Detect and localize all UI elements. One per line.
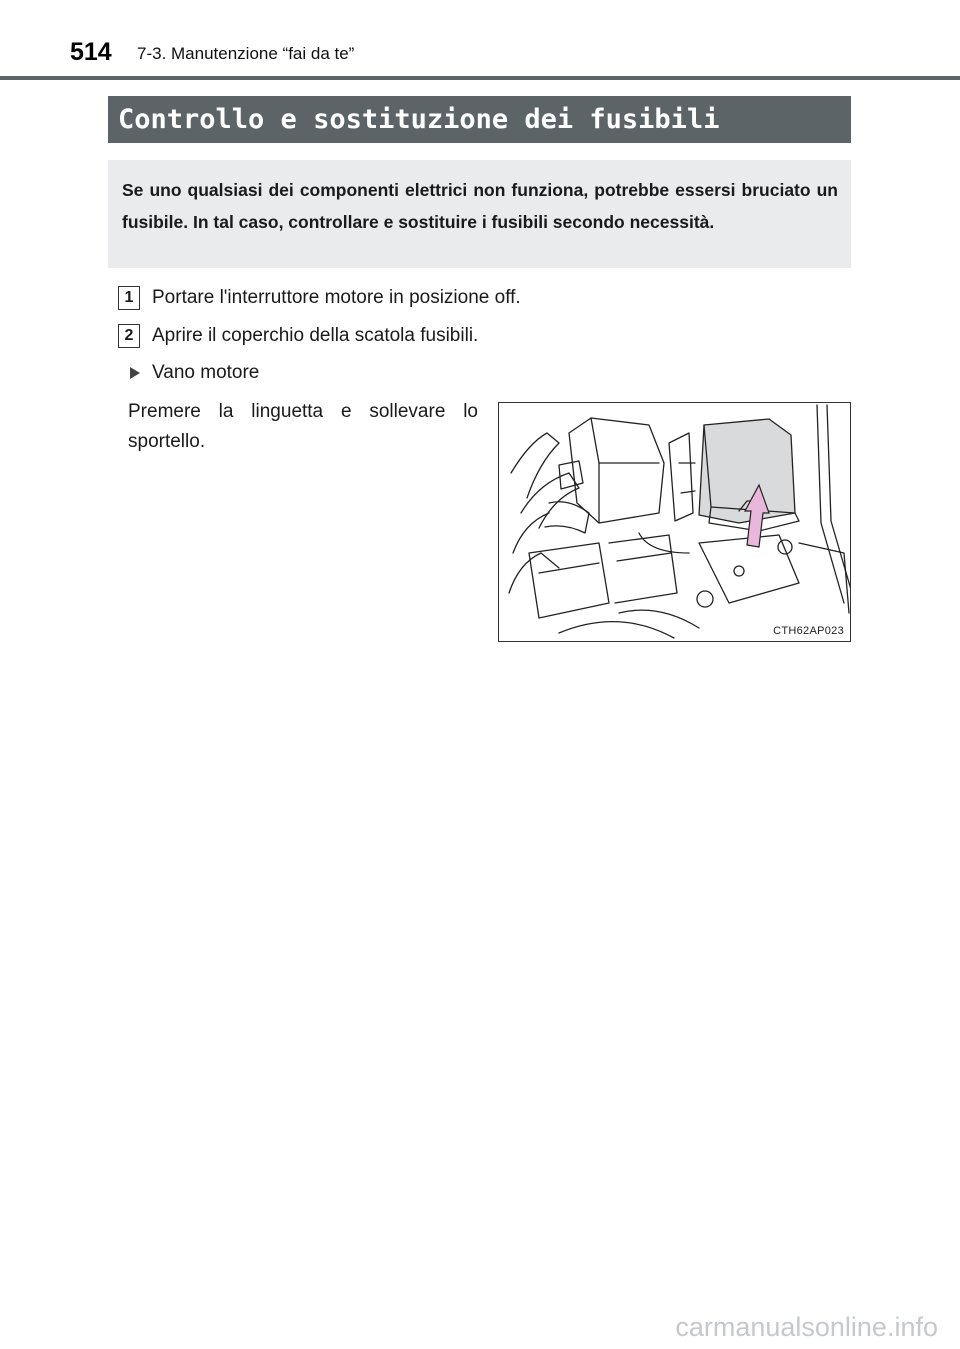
- engine-line-drawing: [499, 403, 851, 642]
- page-number: 514: [70, 38, 112, 66]
- step-number-1: 1: [118, 286, 140, 310]
- section-label: 7-3. Manutenzione “fai da te”: [137, 44, 355, 63]
- step-1: [118, 286, 521, 310]
- step-text-1: Portare l'interruttore motore in posizione off.: [152, 287, 521, 308]
- header-rule: [0, 76, 960, 80]
- sub-item-description: Premere la linguetta e sollevare lo sportello.: [128, 401, 478, 452]
- figure-code: CTH62AP023: [773, 625, 844, 637]
- page-title: Controllo e sostituzione dei fusibili: [108, 96, 851, 143]
- engine-compartment-illustration: [498, 402, 851, 642]
- sub-item-label: Vano motore: [152, 362, 260, 383]
- step-2: [118, 324, 478, 348]
- step-number-2: 2: [118, 324, 140, 348]
- sub-item-engine-compartment: [130, 362, 259, 384]
- triangle-bullet-icon: [130, 367, 140, 379]
- step-text-2: Aprire il coperchio della scatola fusibili.: [152, 325, 479, 346]
- watermark: carmanualsonline.info: [675, 1312, 938, 1342]
- intro-box: Se uno qualsiasi dei componenti elettrici non funziona, potrebbe essersi bruciato un fusibile. In tal caso, controllare e sostituire i fusibili secondo necessità.: [108, 160, 851, 268]
